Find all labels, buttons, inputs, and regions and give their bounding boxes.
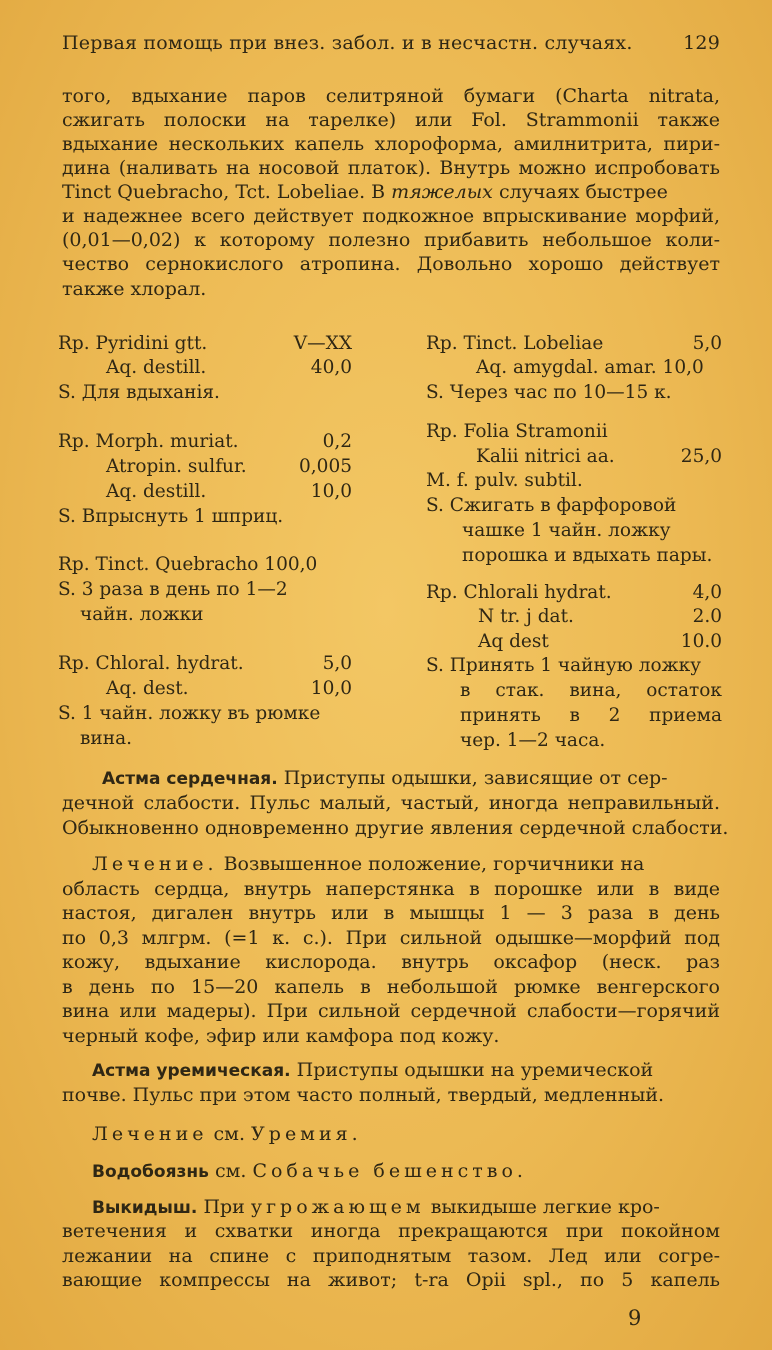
recipe-line: M. f. pulv. subtil.: [426, 470, 583, 491]
text-line: сжигать полоски на тарелке) или Fol. Strammonii также: [62, 109, 720, 131]
signature-mark: 9: [628, 1306, 642, 1330]
text-line: лежании на спине с приподнятым тазом. Лед или согре-: [62, 1245, 720, 1267]
text-line: чество сернокислого атропина. Довольно хорошо действует: [62, 253, 720, 275]
section-heading: Выкидыш.: [92, 1198, 198, 1218]
emphasis-text: угрожающем: [250, 1196, 425, 1218]
running-title: Первая помощь при внез. забол. и в несчастн. случаях.: [62, 32, 633, 54]
recipe-line: Atropin. sulfur. 0,005: [106, 456, 352, 477]
text-segment: Tinct Quebracho, Tct. Lobeliae. В: [62, 181, 386, 203]
recipe-line: Aq. destill. 40,0: [106, 357, 352, 378]
cross-reference: Уремия.: [251, 1123, 362, 1145]
recipe-line: S. Сжигать в фарфоровой: [426, 495, 677, 516]
text-line: [102, 766, 720, 791]
recipe-line: N tr. j dat. 2.0: [478, 606, 722, 627]
text-line: вдыхание нескольких капель хлороформа, амилнитрита, пири-: [62, 133, 720, 155]
see-text: см.: [213, 1123, 245, 1145]
text-segment: Возвышенное положение, горчичники на: [223, 853, 645, 875]
recipe-line: Aq. destill. 10,0: [106, 481, 352, 502]
text-line: вающие компрессы на живот; t-ra Opii spl., по 5 капель: [62, 1269, 720, 1291]
section-heading: Астма уремическая.: [92, 1061, 291, 1081]
text-line: область сердца, внутрь наперстянка в порошке или в виде: [62, 878, 720, 900]
text-line: Обыкновенно одновременно другие явления сердечной слабости.: [62, 817, 729, 839]
recipe-line: Rp. Tinct. Quebracho 100,0: [58, 554, 318, 575]
recipe-line: Kalii nitrici aa. 25,0: [476, 446, 722, 467]
emphasis-text: тяжелых: [391, 181, 493, 203]
recipe-line: чашке 1 чайн. ложку: [462, 520, 671, 541]
recipe-line: Rp. Pyridini gtt. V—XX: [58, 333, 352, 354]
treatment-uremic-line: [92, 1122, 720, 1146]
hydrophobia-line: [92, 1159, 720, 1184]
text-line: дечной слабости. Пульс малый, частый, иногда неправильный.: [62, 792, 720, 814]
text-segment: При: [203, 1196, 245, 1218]
recipe-line: принять в 2 приема: [460, 705, 722, 726]
recipe-line: чер. 1—2 часа.: [460, 730, 606, 751]
recipe-line: Rp. Folia Stramonii: [426, 421, 608, 442]
text-line: дина (наливать на носовой платок). Внутрь можно испробовать: [62, 157, 720, 179]
text-line: [62, 180, 720, 204]
text-line: в день по 15—20 капель в небольшой рюмке венгерского: [62, 976, 720, 998]
recipe-line: Aq. dest. 10,0: [106, 678, 352, 699]
recipe-line: Aq. amygdal. amar. 10,0: [476, 357, 704, 378]
text-line: (0,01—0,02) к которому полезно прибавить небольшое коли-: [62, 229, 720, 251]
treatment-label: Лечение: [92, 1123, 208, 1145]
text-line: почве. Пульс при этом часто полный, твердый, медленный.: [62, 1084, 665, 1106]
recipe-line: Rp. Chloral. hydrat. 5,0: [58, 653, 352, 674]
text-segment: случаях быстрее: [498, 181, 668, 203]
recipe-line: Rp. Chlorali hydrat. 4,0: [426, 582, 722, 603]
recipe-line: S. Через час по 10—15 к.: [426, 382, 672, 403]
text-line: вина или мадеры). При сильной сердечной слабости—горячий: [62, 1000, 720, 1022]
section-heading: Астма сердечная.: [102, 769, 278, 789]
text-line: по 0,3 млгрм. (=1 к. с.). При сильной одышке—морфий под: [62, 927, 720, 949]
recipe-line: Rp. Tinct. Lobeliae 5,0: [426, 333, 722, 354]
recipe-line: S. 3 раза в день по 1—2: [58, 579, 288, 600]
text-line: также хлорал.: [62, 278, 207, 300]
recipe-line: вина.: [80, 728, 132, 749]
text-line: [92, 1058, 720, 1083]
section-heading: Водобоязнь: [92, 1162, 209, 1182]
text-line: и надежнее всего действует подкожное впрыскивание морфий,: [62, 205, 720, 227]
recipe-line: чайн. ложки: [80, 604, 204, 625]
recipe-line: S. Для вдыханія.: [58, 382, 220, 403]
text-segment: Приступы одышки, зависящие от сер-: [283, 767, 668, 789]
recipe-line: Rp. Morph. muriat. 0,2: [58, 431, 352, 452]
page-number: 129: [683, 32, 720, 54]
cross-reference: Собачье бешенство.: [252, 1160, 527, 1182]
recipe-line: Aq dest 10.0: [478, 631, 722, 652]
text-line: кожу, вдыхание кислорода. внутрь оксафор (неск. раз: [62, 951, 720, 973]
recipe-line: S. 1 чайн. ложку въ рюмке: [58, 703, 321, 724]
text-segment: Приступы одышки на уремической: [296, 1059, 654, 1081]
text-line: настоя, дигален внутрь или в мышцы 1 — 3 раза в день: [62, 902, 720, 924]
recipe-line: S. Принять 1 чайную ложку: [426, 655, 702, 676]
text-line: того, вдыхание паров селитряной бумаги (Charta nitrata,: [62, 85, 720, 107]
text-line: ветечения и схватки иногда прекращаются при покойном: [62, 1220, 720, 1242]
recipe-line: S. Впрыснуть 1 шприц.: [58, 506, 284, 527]
text-line: черный кофе, эфир или камфора под кожу.: [62, 1025, 500, 1047]
text-segment: выкидыше легкие кро-: [430, 1196, 660, 1218]
treatment-label: Лечение.: [92, 853, 218, 875]
recipe-line: порошка и вдыхать пары.: [462, 545, 713, 566]
text-line: [92, 852, 720, 876]
recipe-line: в стак. вина, остаток: [460, 680, 722, 701]
see-text: см.: [214, 1160, 247, 1182]
page-header: [62, 32, 720, 60]
text-line: [92, 1195, 720, 1220]
